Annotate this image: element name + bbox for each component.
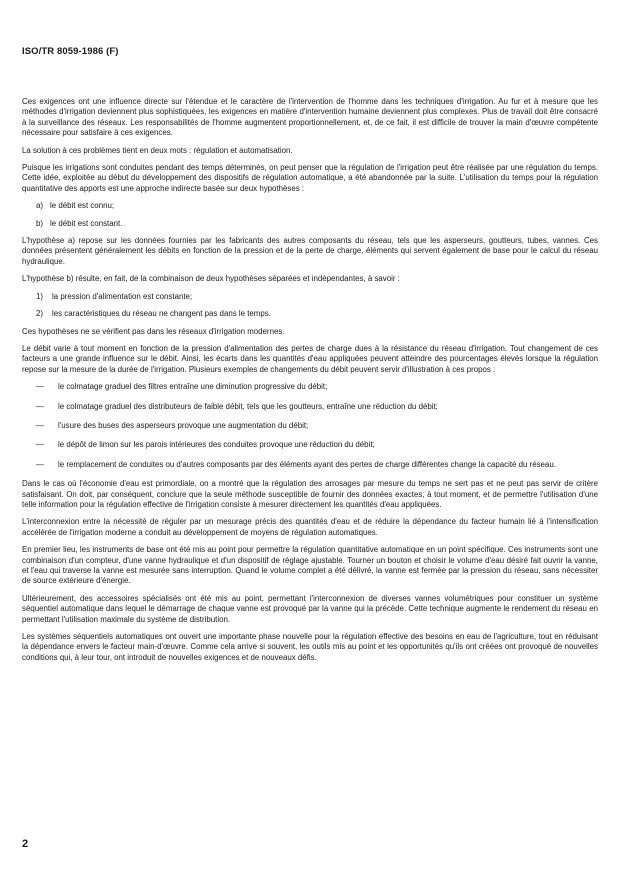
paragraph: Le débit varie à tout moment en fonction de la pression d'alimentation des pertes de charge dues à la résistance du réseau d'irrigation. Tout changement de ces facteurs a une grande influence sur le débit. Ainsi, les écarts dans les quantités d'eau appliquées peuvent atteindre des pourcentages élevés lorsque la régulation repose sur la mesure de la durée de l'irrigation. Plusieurs exemples de changements du débit peuvent servir d'illustration à ces propos :: [22, 343, 598, 374]
paragraph: Puisque les irrigations sont conduites pendant des temps déterminés, on peut penser que la régulation de l'irrigation peut être réalisée par une régulation du temps. Cette idée, exploitée au début du développement des dispositifs de régulation automatique, a été abandonnée par la suite. L'utilisation du temps pour la régulation quantitative des apports est une approche indirecte basée sur deux hypothèses :: [22, 163, 598, 193]
paragraph: L'hypothèse b) résulte, en fait, de la combinaison de deux hypothèses séparées et indépendantes, à savoir :: [22, 274, 400, 284]
paragraph: L'interconnexion entre la nécessité de réguler par un mesurage précis des quantités d'eau et de réduire la dépendance du facteur humain lié à l'intensification accélérée de l'irrigation moderne a conduit au développement de moyens de régulation automatiques.: [22, 517, 598, 537]
hypothesis-item: [22, 219, 598, 229]
example-item: [22, 382, 598, 392]
dash-marker: —: [36, 420, 44, 430]
dash-marker: —: [36, 401, 44, 411]
page-number: 2: [22, 838, 29, 850]
sub-hypothesis-item: [22, 292, 598, 302]
paragraph: L'hypothèse a) repose sur les données fournies par les fabricants des autres composants du réseau, tels que les asperseurs, goutteurs, tubes, vannes. Ces données présentent généralement les débits en fonction de la pression et de la perte de charge, éléments qui servent également de base pour le calcul du réseau hydraulique.: [22, 236, 598, 266]
list-item-text: la pression d'alimentation est constante;: [52, 291, 193, 301]
paragraph: Les systèmes séquentiels automatiques ont ouvert une importante phase nouvelle pour la régulation effective des besoins en eau de l'agriculture, tout en réduisant la dépendance envers le facteur main-d'œuvre. Comme cela arrive si souvent, les outils mis au point et les opportunités qu'ils ont créées ont provoqué de nouvelles conditions qui, à leur tour, ont introduit de nouvelles exigences et de nouveaux défis.: [22, 632, 598, 662]
list-marker: b): [36, 218, 44, 228]
paragraph: Ces exigences ont une influence directe sur l'étendue et le caractère de l'intervention de l'homme dans les techniques d'irrigation. Au fur et à mesure que les méthodes d'irrigation deviennent plus sophistiquées, les exigences en matière d'intervention humaine deviennent plus complexes. Plus de travail doit être consacré à la surveillance des réseaux. Les responsabilités de l'homme augmentent proportionnellement, et, de ce fait, il est difficile de trouver la main d'œuvre compétente nécessaire pour satisfaire à ces exigences.: [22, 97, 598, 138]
list-marker: a): [36, 201, 44, 211]
example-text: le colmatage graduel des filtres entraîne une diminution progressive du débit;: [58, 382, 328, 392]
dash-marker: —: [36, 382, 44, 392]
example-text: le colmatage graduel des distributeurs de faible débit, tels que les goutteurs, entraîne une réduction du débit;: [58, 401, 438, 411]
list-marker: 1): [36, 291, 44, 301]
document-id-header: ISO/TR 8059-1986 (F): [22, 46, 119, 57]
example-item: [22, 421, 598, 431]
example-text: l'usure des buses des asperseurs provoque une augmentation du débit;: [58, 420, 309, 430]
list-marker: 2): [36, 309, 44, 319]
paragraph: Ces hypothèses ne se vérifient pas dans les réseaux d'irrigation modernes.: [22, 326, 285, 336]
hypothesis-item: [22, 201, 598, 211]
list-item-text: les caractéristiques du réseau ne changent pas dans le temps.: [52, 309, 271, 319]
example-item: [22, 402, 598, 412]
paragraph: Dans le cas où l'économie d'eau est primordiale, on a montré que la régulation des arrosages par mesure du temps ne sert pas et ne peut pas servir de critère satisfaisant. On doit, par conséquent, conclure que la seule méthode susceptible de fournir des données exactes, à tout moment, et de permettre l'utilisation d'une telle information pour la régulation effective de l'irrigation consiste à mesurer directement les quantités d'eau appliquées.: [22, 479, 598, 509]
paragraph: Ultérieurement, des accessoires spécialisés ont été mis au point, permettant l'interconnexion de diverses vannes volumétriques pour constituer un système séquentiel automatique dans lequel le démarrage de chaque vanne est provoqué par la vanne qui la précède. Cette technique augmente le rendement du réseau en permettant l'utilisation maximale du système de distribution.: [22, 593, 598, 624]
paragraph: En premier lieu, les instruments de base ont été mis au point pour permettre la régulation quantitative automatique en un point spécifique. Ces instruments sont une combinaison d'un compteur, d'une vanne hydraulique et d'un dispositif de réglage ajustable. Tourner un bouton et choisir le volume d'eau désiré fait ouvrir la vanne, et l'eau qui traverse la vanne est mesurée sans interruption. Quand le volume complet a été délivré, la vanne est fermée par la pression du réseau, sans nécessiter de source extérieure d'énergie.: [22, 545, 598, 586]
body-text: [22, 97, 598, 670]
example-text: le remplacement de conduites ou d'autres composants par des éléments ayant des pertes de charge différentes change la capacité du réseau.: [58, 459, 556, 469]
example-item: [22, 460, 598, 470]
dash-marker: —: [36, 440, 44, 450]
example-text: le dépôt de limon sur les parois intérieures des conduites provoque une réduction du débit;: [58, 440, 375, 450]
dash-marker: —: [36, 459, 44, 469]
list-item-text: le débit est connu;: [50, 201, 115, 211]
example-item: [22, 440, 598, 450]
sub-hypothesis-item: [22, 309, 598, 319]
list-item-text: le débit est constant.: [50, 218, 123, 228]
paragraph: La solution à ces problèmes tient en deux mots : régulation et automatisation.: [22, 145, 293, 155]
